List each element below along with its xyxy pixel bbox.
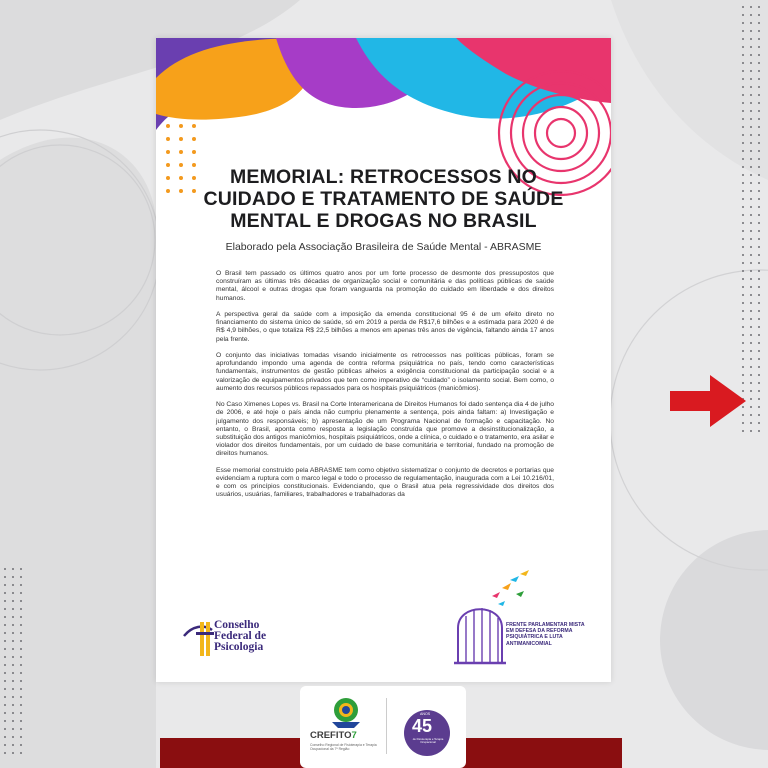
- crefito-subtitle: Conselho Regional de Fisioterapia e Terapia Ocupacional da 7ª Região: [310, 743, 377, 751]
- memorial-document: [156, 38, 611, 682]
- bird-cage-logo-icon: [452, 568, 532, 668]
- badge-subtitle: de Fisioterapia e Terapia Ocupacional: [412, 737, 444, 745]
- decorative-dots-top-right: [742, 6, 760, 432]
- paragraph: Esse memorial construído pela ABRASME tem como objetivo sistematizar o conjunto de decretos e portarias que evidenciam a ruptura com o marco legal e todo o processo de regulamentação, inaugurada com a Lei 10.216/01, e com os princípios constitucionais. Evidenciando, que o Brasil atua pela regressividade dos direitos dos usuários, usuárias, familiares, trabalhadores e trabalhadoras da: [216, 466, 554, 499]
- document-title: MEMORIAL: RETROCESSOS NO CUIDADO E TRATAMENTO DE SAÚDE MENTAL E DROGAS NO BRASIL: [203, 166, 564, 232]
- badge-number: 45: [412, 716, 433, 736]
- paragraph: O Brasil tem passado os últimos quatro anos por um forte processo de desmonte dos pressupostos que construíram as últimas três décadas de organização social e comunitária e das políticas públicas de saúde mental, álcool e outras drogas que foram vanguarda na promoção do cuidado em liberdade e dos direitos humanos.: [216, 270, 554, 302]
- paragraph: O conjunto das iniciativas tomadas visando inicialmente os retrocessos nas políticas públicas, foram se aprofundando impondo uma agenda de contra reforma psiquiátrica no país, tendo como características fundamentais, instrumentos de gestão públicas alheios a exigência constitucional da participação social e a valorização de equipamentos privados que tem como imperativo de “cuidado” o isolamento social. Bem como, o aumento dos recursos públicos repassados para os hospitais psiquiátricos (manicômios).: [216, 352, 554, 392]
- brazil-coat-of-arms-icon: [314, 692, 378, 762]
- paragraph: No Caso Ximenes Lopes vs. Brasil na Corte Interamericana de Direitos Humanos foi dado sentença dia 4 de julho de 2006, e até hoje o país ainda não cumpriu plenamente a sentença, pois ainda faltam: a) Investigação e julgamento dos responsáveis; b) apresentação de um Programa Nacional de formação e capacitação. No entanto, o Brasil, aponta como resposta a legislação construída que promove a desinstitucionalização, a substituição dos antigos manicômios, hospitais psiquiátricos, onde a clínica, o cuidado e o tratamento, era asilar e violador dos direitos fundamentais, por um cuidado de base comunitária e territorial, fundado na promoção de direitos humanos.: [216, 401, 554, 458]
- footer-logo-card: [300, 686, 466, 768]
- document-subtitle: Elaborado pela Associação Brasileira de Saúde Mental - ABRASME: [225, 241, 542, 253]
- cfp-logo-text: Conselho Federal de Psicologia: [214, 619, 267, 653]
- next-arrow-icon[interactable]: [670, 375, 746, 427]
- decorative-dots-bottom-left: [4, 568, 22, 754]
- orange-dots: [166, 124, 196, 193]
- badge-top-text: ANOS: [420, 712, 431, 716]
- logo-divider: [386, 698, 387, 754]
- paragraph: A perspectiva geral da saúde com a imposição da emenda constitucional 95 é de um efeito direto no financiamento do sistema único de saúde, só em 2019 a perda de R$17,6 bilhões e a estimada para 2020 é de R$ 4,9 bilhões, o que totaliza R$ 22,5 bilhões a menos em apenas três anos de vigência, faltando ainda 17 anos pela frente.: [216, 311, 554, 343]
- crefito-name: CREFITO7: [310, 730, 357, 741]
- document-body: [216, 270, 554, 508]
- frente-parlamentar-text: FRENTE PARLAMENTAR MISTA EM DEFESA DA REFORMA PSIQUIÁTRICA E LUTA ANTIMANICOMIAL: [506, 622, 585, 647]
